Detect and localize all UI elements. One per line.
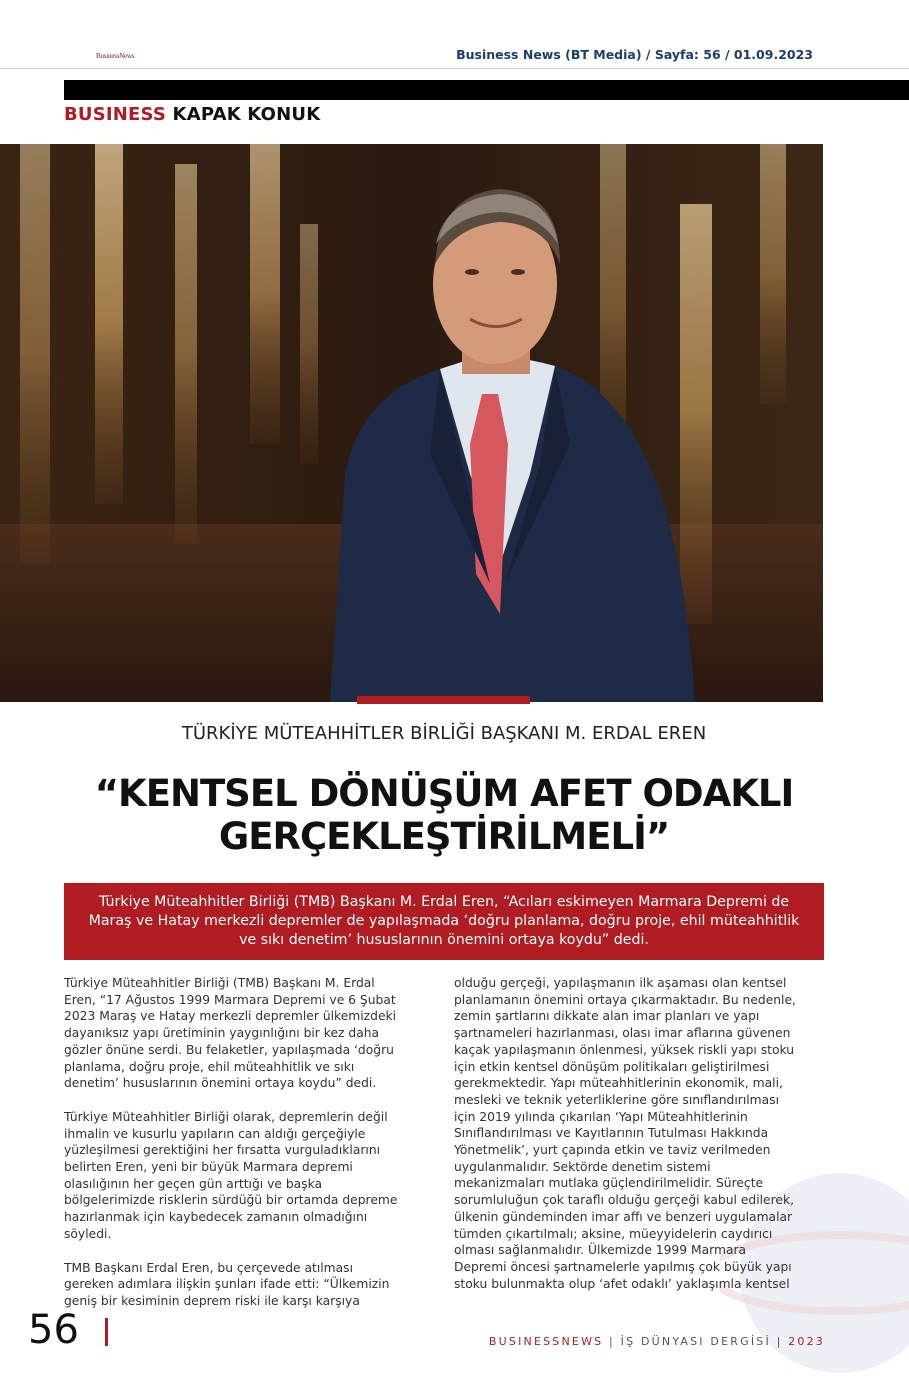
footer-separator: |: [609, 1335, 615, 1348]
article-kicker: TÜRKİYE MÜTEAHHİTLER BİRLİĞİ BAŞKANI M. ERDAL EREN: [181, 723, 707, 744]
page-number: 56: [28, 1307, 79, 1353]
header-divider: [0, 68, 909, 69]
page-number-bar: [105, 1318, 108, 1346]
section-heading-label: KAPAK KONUK: [172, 104, 321, 125]
footer-magazine: İŞ DÜNYASI DERGİSİ: [620, 1335, 771, 1348]
section-heading-brand: BUSINESS: [64, 104, 167, 125]
page-footer: [489, 1335, 825, 1348]
body-paragraph: Türkiye Müteahhitler Birliği olarak, depremlerin değil ihmalin ve kusurlu yapıların can aldığı gerçeğiyle yüzleşilmesi gerektiğini her fırsatta vurguladıklarını belirten Eren, yeni bir büyük Marmara depremi olasılığının her geçen gün arttığı ve başka bölgelerimizde risklerin sürdüğü bir ortamda depreme hazırlanmak için kaybedecek zamanın olmadığını söyledi.: [64, 1109, 398, 1241]
body-column-right: [454, 975, 802, 1309]
body-column-left: [64, 975, 400, 1327]
body-paragraph: olduğu gerçeği, yapılaşmanın ilk aşaması olan kentsel planlamanın önemini ortaya çıkarmaktadır. Bu nedenle, zemin şartlarını dikkate alan imar planları ve yapı şartnameleri hazırlanması, olası imar aflarına güvenen kaçak yapılaşmanın önlenmesi, yüksek riskli yapı stoku için etkin kentsel dönüşüm politikaları geliştirilmesi gerekmektedir. Yapı müteahhitlerinin ekonomik, mali, mesleki ve teknik yeterliklerine göre sınıflandırılması için 2019 yılında çıkarılan ‘Yapı Müteahhitlerinin Sınıflandırılması ve Kayıtlarının Tutulması Hakkında Yönetmelik’, yurt çapında etkin ve taviz verilmeden uygulanmalıdır. Sektörde denetim sistemi mekanizmaları mutlaka güçlendirilmelidir. Süreçte sorumluluğun çok taraflı olduğu gerçeği kabul edilerek, ülkenin gündeminden imar affı ve benzeri uygulamalar tümden çıkartılmalı; aksine, müeyyidelerin caydırıcı olması sağlanmalıdır. Ülkemizde 1999 Marmara Depremi öncesi şartnamelerle yapılmış çok büyük yapı stoku bulunmakta olup ‘afet odaklı’ yaklaşımla kentsel: [454, 976, 796, 1291]
lead-paragraph: Türkiye Müteahhitler Birliği (TMB) Başkanı M. Erdal Eren, “Acıları eskimeyen Marmara Depremi de Maraş ve Hatay merkezli depremler de yapılaşmada ‘doğru planlama, doğru proje, ehil müteahhitlik ve sıkı denetim’ hususlarının önemini ortaya koydu” dedi.: [64, 883, 824, 960]
portrait-illustration: [0, 144, 823, 702]
headline-line-2: GERÇEKLEŞTİRİLMELİ”: [218, 815, 670, 858]
source-line: Business News (BT Media) / Sayfa: 56 / 01.09.2023: [456, 47, 813, 62]
photo-accent-bar: [357, 696, 530, 704]
footer-separator: |: [776, 1335, 783, 1348]
body-paragraph: Türkiye Müteahhitler Birliği (TMB) Başkanı M. Erdal Eren, “17 Ağustos 1999 Marmara Depremi ve 6 Şubat 2023 Maraş ve Hatay merkezli depremler ülkemizdeki dayanıksız yapı üretiminin yaygınlığını bir kez daha gözler önüne serdi. Bu felaketler, yapılaşmada ‘doğru planlama, doğru proje, ehil müteahhitlik ve sıkı denetim’ hususlarının önemini ortaya koydu” dedi.: [64, 976, 397, 1091]
footer-brand: BUSINESSNEWS: [488, 1335, 604, 1348]
section-heading: [64, 104, 320, 125]
article-headline: [0, 772, 888, 858]
section-bar: [64, 80, 909, 100]
headline-line-1: “KENTSEL DÖNÜŞÜM AFET ODAKLI: [94, 772, 794, 815]
masthead-logo: BusinessNews: [96, 52, 135, 60]
body-paragraph: TMB Başkanı Erdal Eren, bu çerçevede atılması gereken adımlara ilişkin şunları ifade etti: “Ülkemizin geniş bir kesiminin deprem riski ile karşı karşıya: [64, 1260, 390, 1308]
cover-photo: [0, 144, 823, 702]
footer-year: 2023: [788, 1335, 825, 1348]
